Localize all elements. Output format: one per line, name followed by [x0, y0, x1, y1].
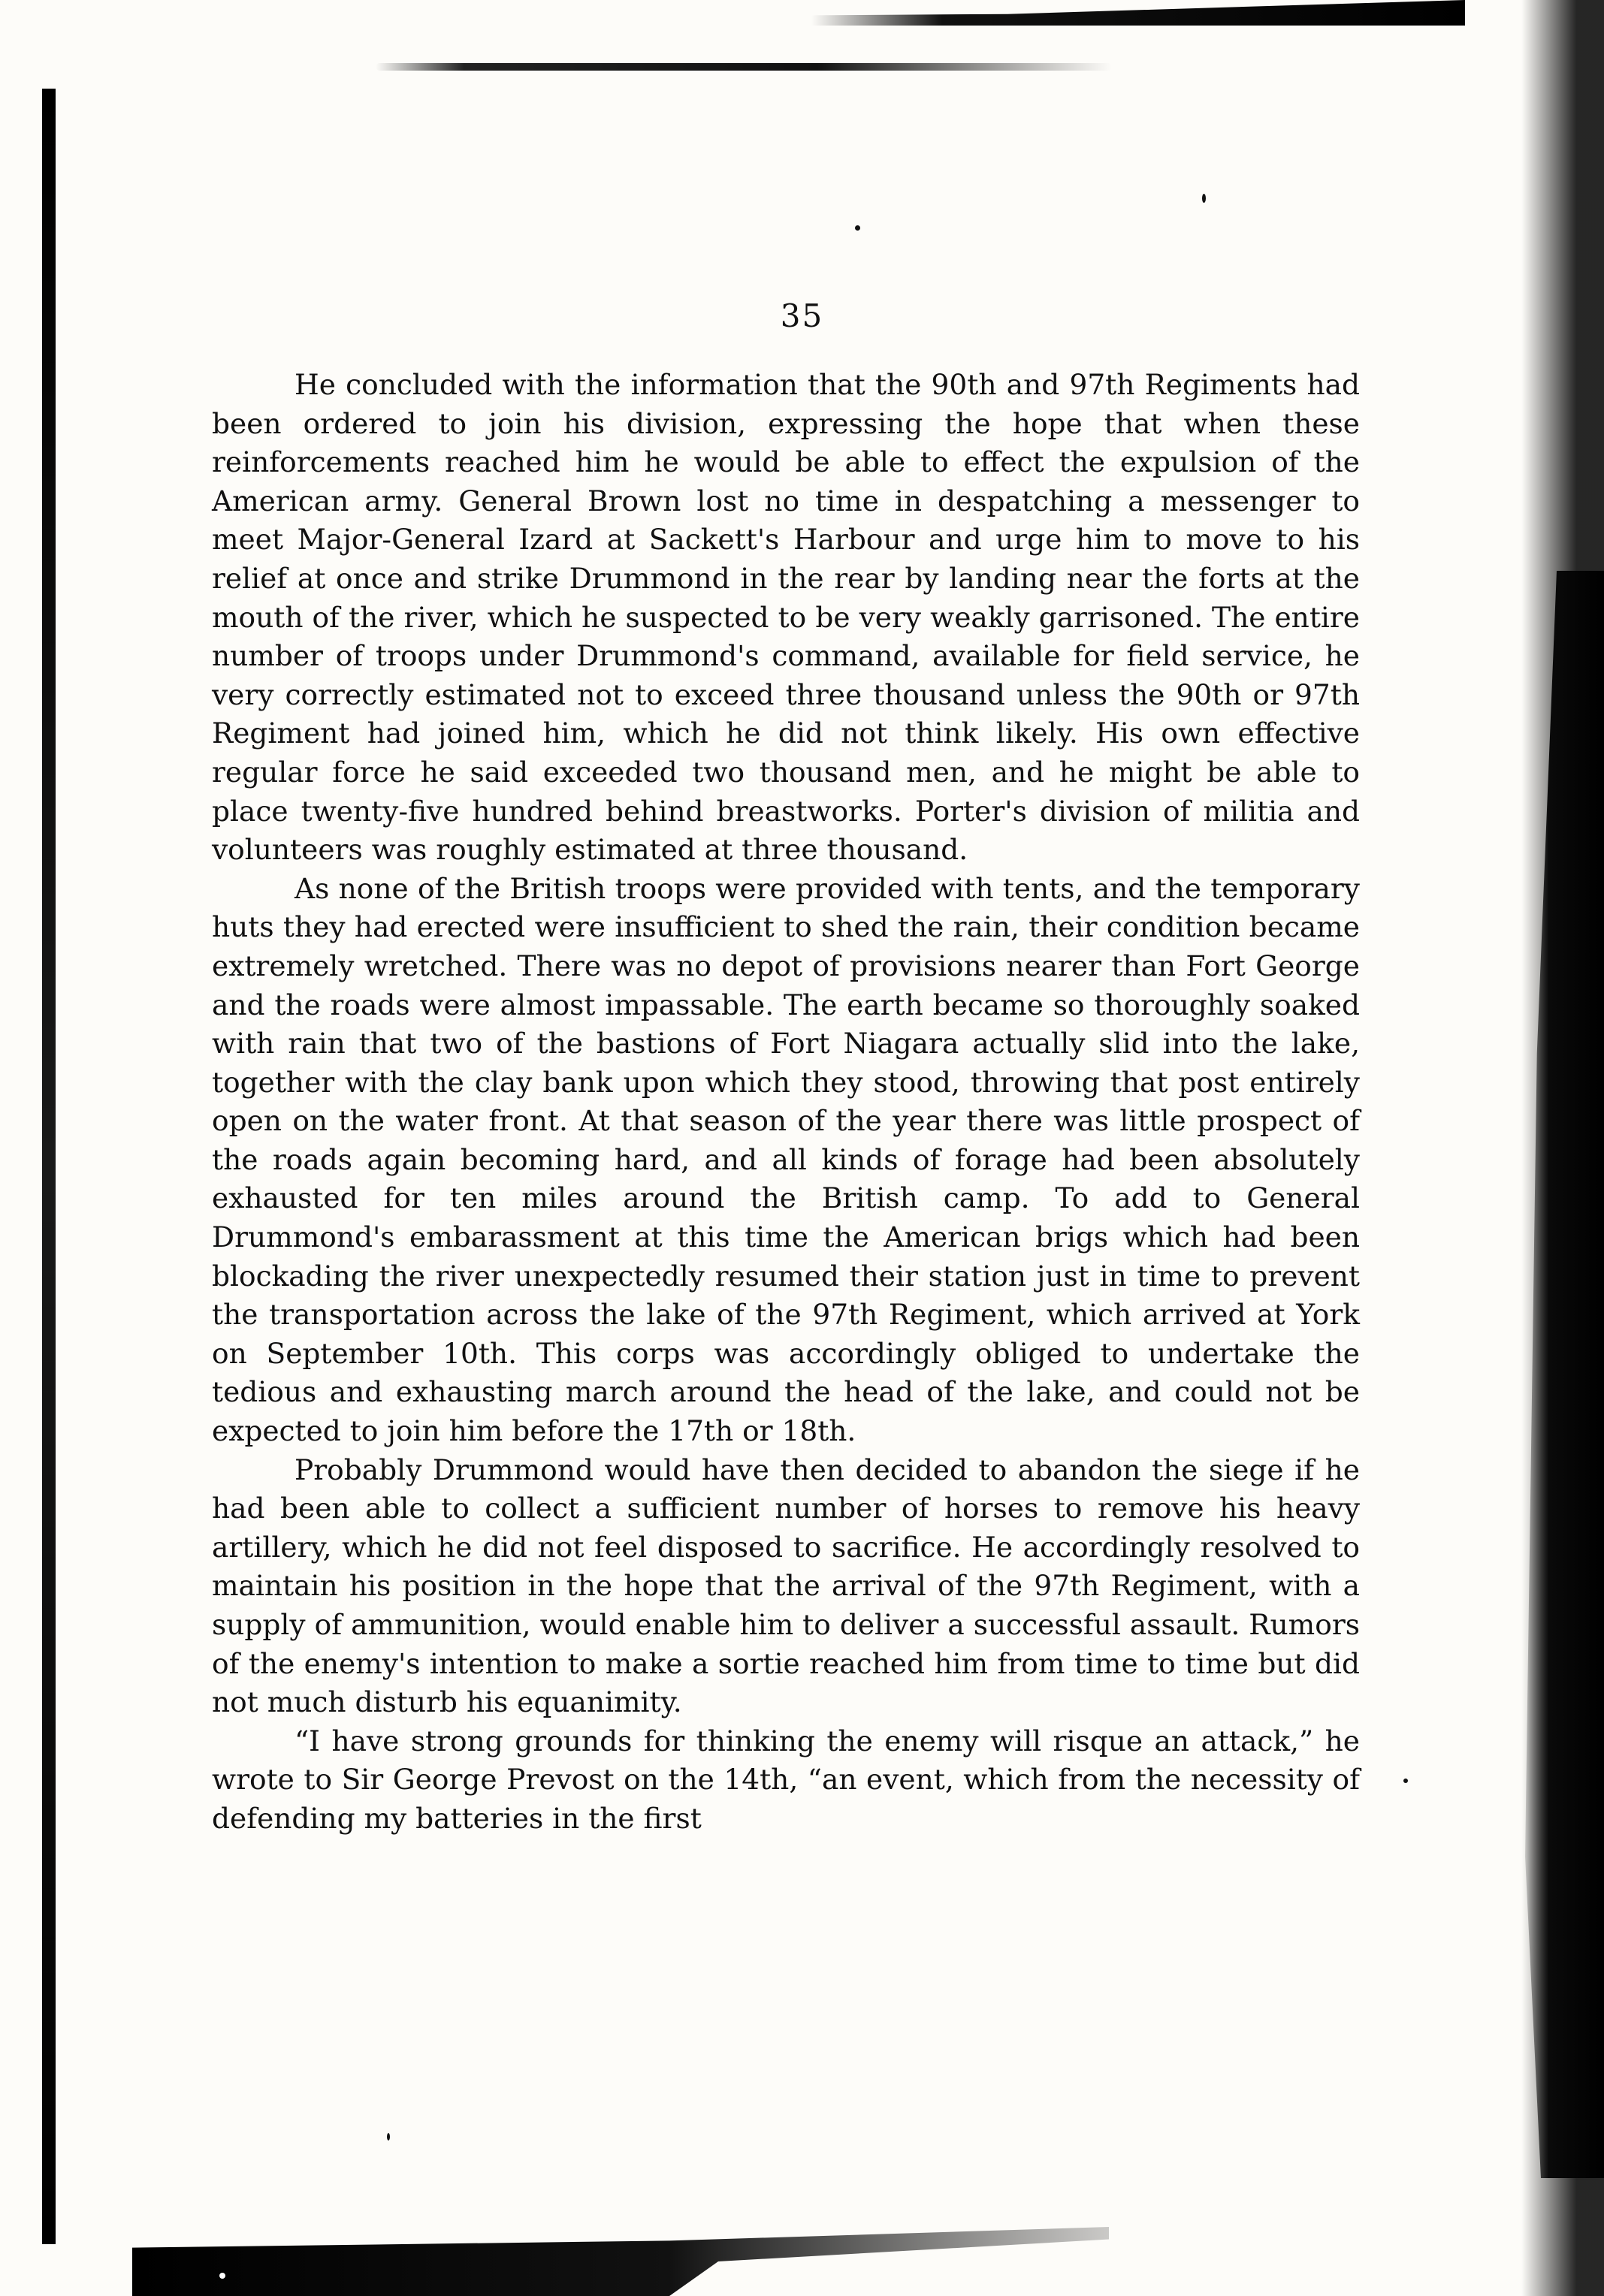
scan-speck — [1202, 194, 1206, 203]
scan-line-top — [376, 63, 1112, 71]
paragraph: Probably Drummond would have then decided to abandon the siege if he had been able to collect a sufficient number of horses to remove his heavy artillery, which he did not feel disposed to sacrifice. He accordingly resolved to maintain his position in the hope that the arrival of the 97th Regiment, with a supply of ammunition, would enable him to deliver a successful assault. Rumors of the enemy's intention to make a sortie reached him from time to time but did not much disturb his equanimity. — [212, 1453, 1360, 1719]
paragraph: He concluded with the information that the 90th and 97th Regiments had been ordered to join his division, expressing the hope that when these reinforcements reached him he would be able to effect the expulsion of the American army. General Brown lost no time in despatching a messenger to meet Major-General Izard at Sackett's Harbour and urge him to move to his relief at once and strike Drummond in the rear by landing near the forts at the mouth of the river, which he suspected to be very weakly garrisoned. The entire number of troops under Drummond's command, available for field service, he very correctly estimated not to exceed three thousand unless the 90th or 97th Regiment had joined him, which he did not think likely. His own effective regular force he said exceeded two thousand men, and he might be able to place twenty-five hundred behind breastworks. Porter's division of militia and volunteers was roughly estimated at three thousand. — [212, 368, 1360, 867]
scan-speck — [219, 2273, 225, 2279]
page-number: 35 — [780, 297, 824, 334]
scan-border-top — [811, 0, 1465, 26]
paragraph: “I have strong grounds for thinking the enemy will risque an attack,” he wrote to Sir George Prevost on the 14th, “an event, which from the necessity of defending my batteries in the first — [212, 1724, 1360, 1835]
body-text — [212, 366, 1360, 1839]
scan-speck — [387, 2133, 390, 2141]
scan-border-left — [42, 89, 56, 2244]
scan-border-bottom — [132, 2227, 1109, 2296]
scan-speck — [855, 225, 860, 231]
paragraph: As none of the British troops were provided with tents, and the temporary huts they had erected were insufficient to shed the rain, their condition became extremely wretched. There was no depot of provisions nearer than Fort George and the roads were almost impassable. The earth became so thoroughly soaked with rain that two of the bastions of Fort Niagara actually slid into the lake, together with the clay bank upon which they stood, throwing that post entirely open on the water front. At that season of the year there was little prospect of the roads again becoming hard, and all kinds of forage had been absolutely exhausted for ten miles around the British camp. To add to General Drummond's embarassment at this time the American brigs which had been blockading the river unexpectedly resumed their station just in time to prevent the transportation across the lake of the 97th Regiment, which arrived at York on September 10th. This corps was accordingly obliged to undertake the tedious and exhausting march around the head of the lake, and could not be expected to join him before the 17th or 18th. — [212, 871, 1360, 1448]
scan-speck — [1403, 1779, 1408, 1783]
